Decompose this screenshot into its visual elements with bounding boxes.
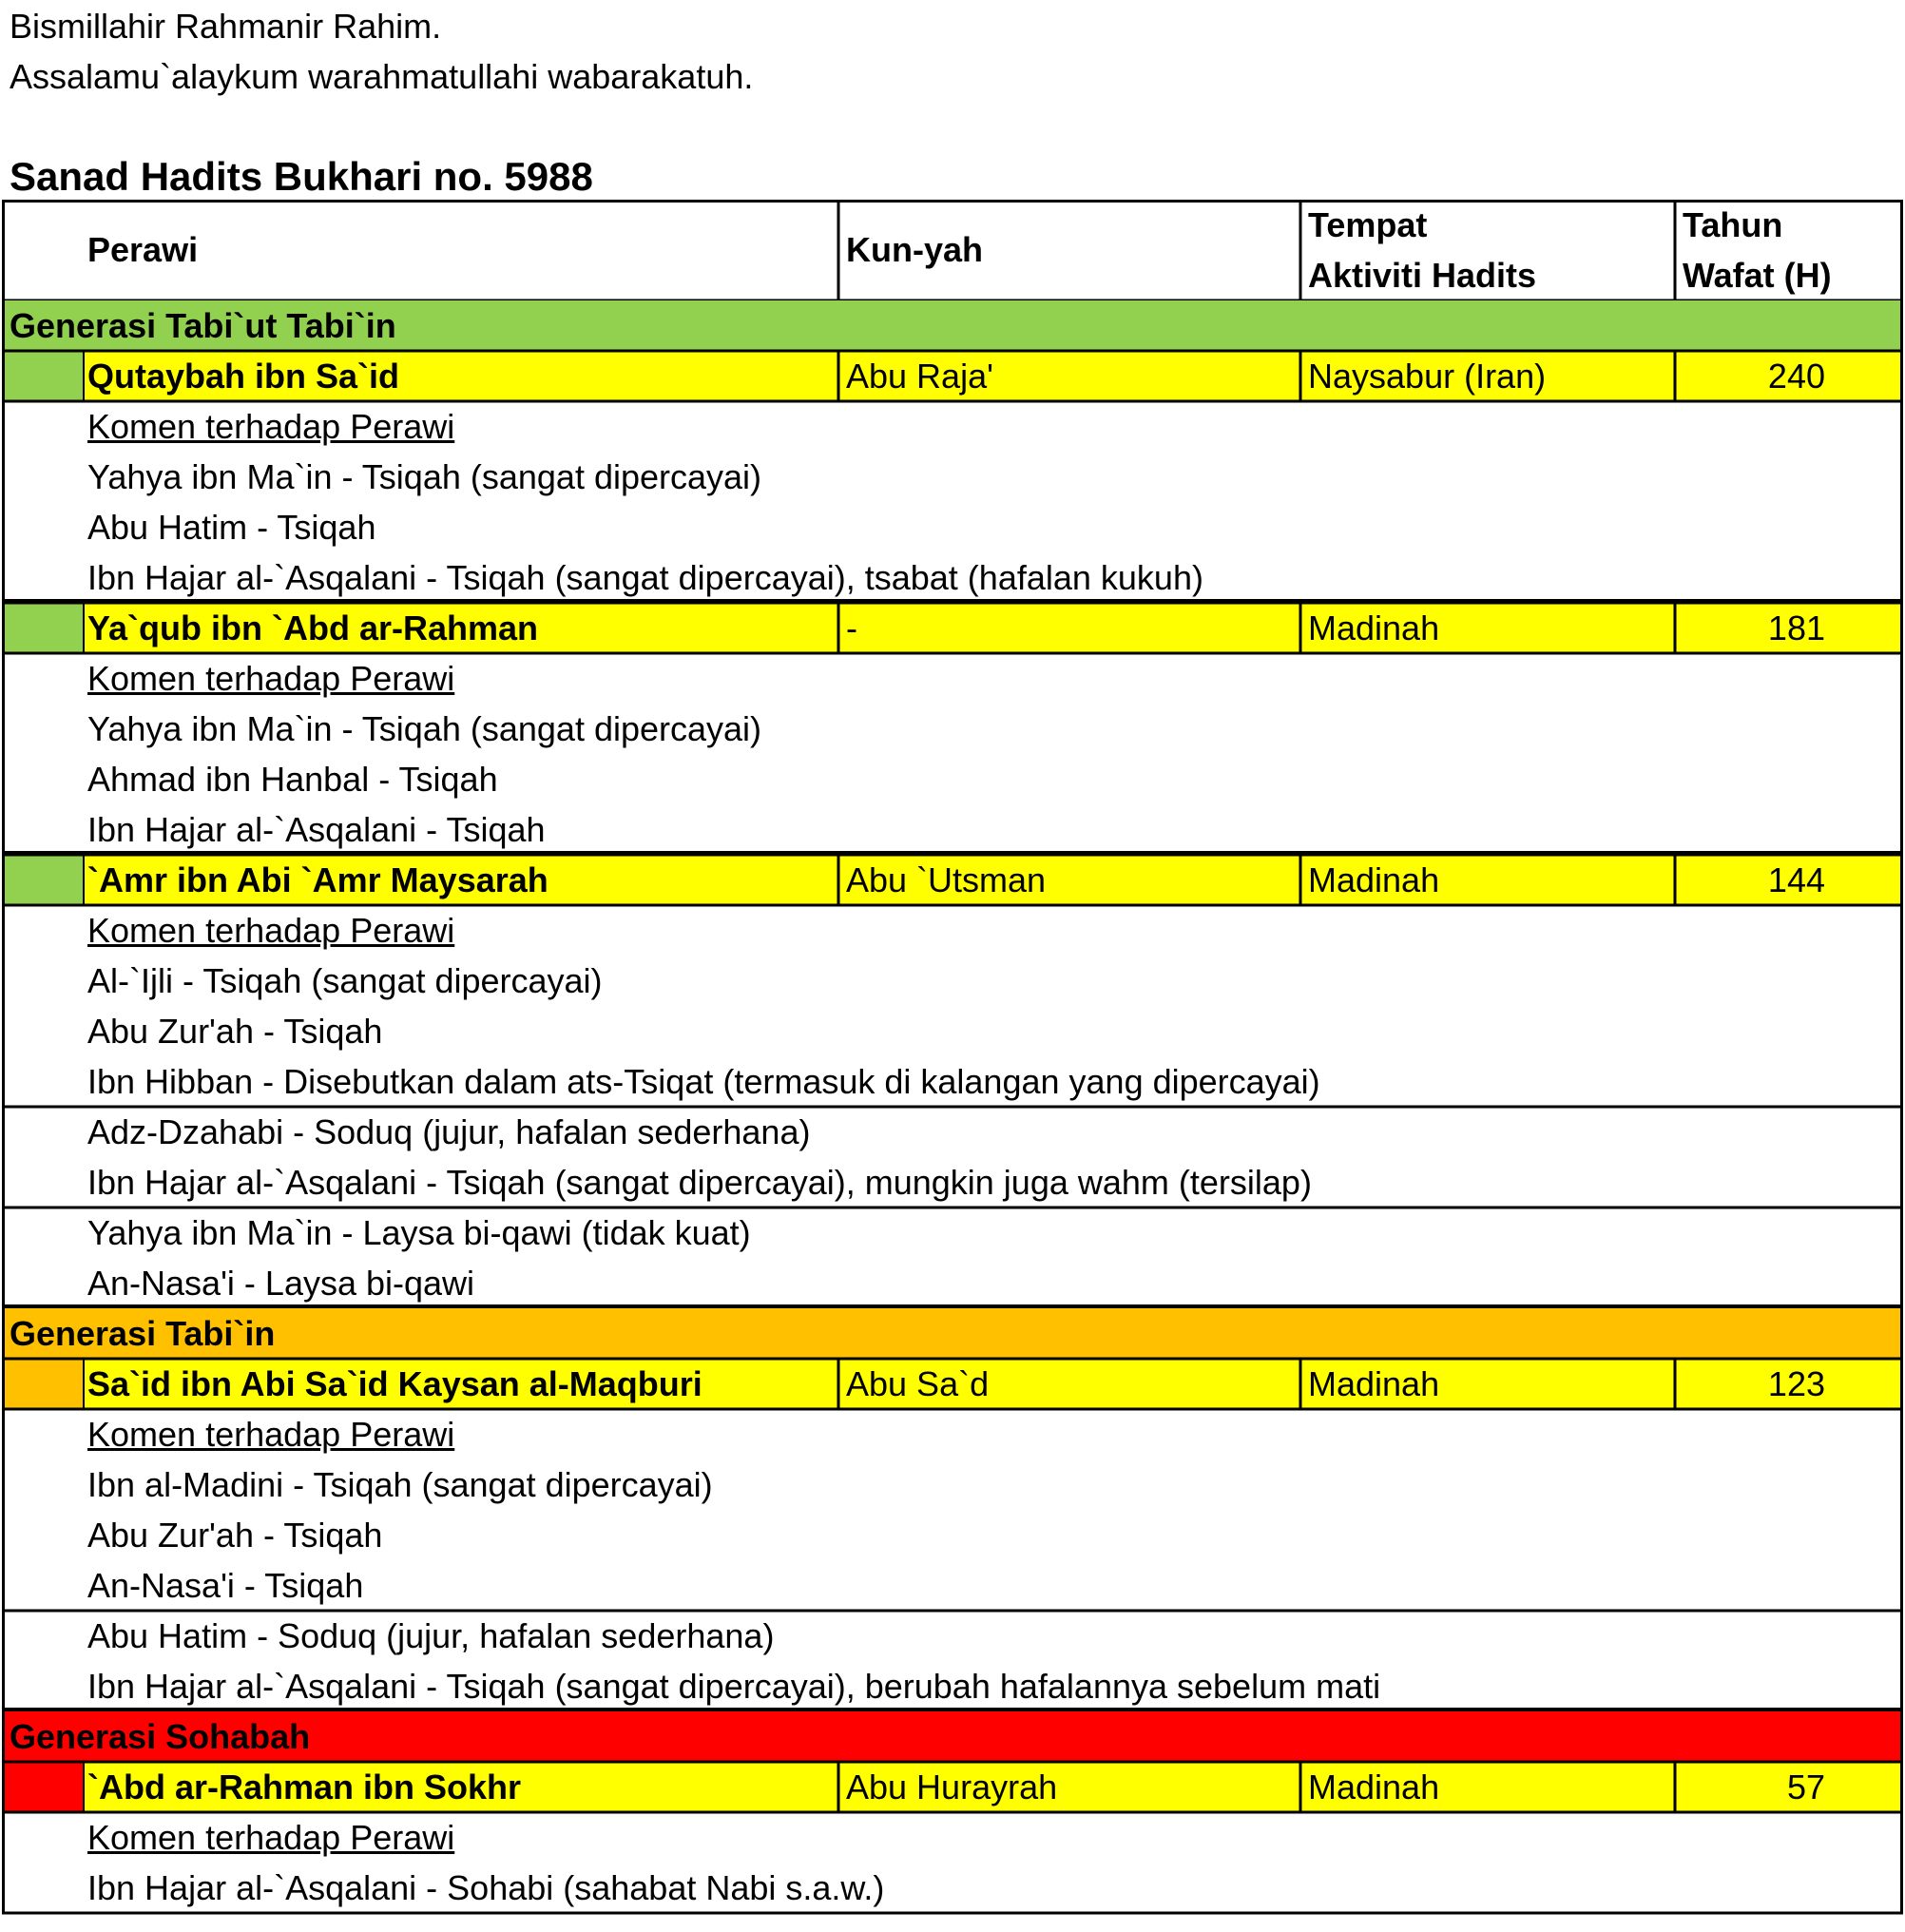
comment-line: Ibn Hibban - Disebutkan dalam ats-Tsiqat (termasuk di kalangan yang dipercayai) bbox=[87, 1062, 1320, 1101]
generation-label: Generasi Sohabah bbox=[10, 1717, 311, 1756]
generation-marker bbox=[2, 603, 84, 653]
narrator-name: Sa`id ibn Abi Sa`id Kaysan al-Maqburi bbox=[87, 1364, 702, 1403]
narrator-wafat: 240 bbox=[1767, 357, 1825, 396]
comment-line: An-Nasa'i - Tsiqah bbox=[87, 1566, 364, 1605]
comment-line: Ibn Hajar al-`Asqalani - Sohabi (sahabat Nabi s.a.w.) bbox=[87, 1868, 885, 1907]
comment-line: Abu Hatim - Soduq (jujur, hafalan sederhana) bbox=[87, 1616, 775, 1655]
comment-line: Ahmad ibn Hanbal - Tsiqah bbox=[87, 760, 498, 799]
comment-line: Abu Zur'ah - Tsiqah bbox=[87, 1516, 383, 1555]
narrator-kunyah: Abu Sa`d bbox=[846, 1364, 990, 1403]
generation-label: Generasi Tabi`ut Tabi`in bbox=[10, 306, 396, 345]
comments-heading: Komen terhadap Perawi bbox=[87, 1415, 455, 1454]
header-kunyah: Kun-yah bbox=[846, 230, 983, 269]
comment-line: Adz-Dzahabi - Soduq (jujur, hafalan sederhana) bbox=[87, 1112, 811, 1151]
narrator-wafat: 123 bbox=[1767, 1364, 1825, 1403]
comment-line: Ibn Hajar al-`Asqalani - Tsiqah (sangat dipercayai), mungkin juga wahm (tersilap) bbox=[87, 1163, 1312, 1202]
comments-heading: Komen terhadap Perawi bbox=[87, 911, 455, 950]
narrator-wafat: 144 bbox=[1767, 860, 1825, 899]
comment-line: Abu Hatim - Tsiqah bbox=[87, 508, 376, 547]
generation-marker bbox=[2, 351, 84, 401]
comments-heading: Komen terhadap Perawi bbox=[87, 407, 455, 446]
narrator-name: Ya`qub ibn `Abd ar-Rahman bbox=[87, 609, 539, 647]
page-title: Sanad Hadits Bukhari no. 5988 bbox=[10, 154, 593, 199]
narrator-tempat: Madinah bbox=[1308, 1364, 1440, 1403]
comment-line: Yahya ibn Ma`in - Tsiqah (sangat dipercayai) bbox=[87, 457, 762, 496]
generation-marker bbox=[2, 1359, 84, 1409]
comment-line: Ibn al-Madini - Tsiqah (sangat dipercayai) bbox=[87, 1465, 713, 1504]
header-tempat-line1: Tempat bbox=[1308, 205, 1428, 244]
comment-line: An-Nasa'i - Laysa bi-qawi bbox=[87, 1264, 475, 1303]
comment-line: Ibn Hajar al-`Asqalani - Tsiqah bbox=[87, 810, 546, 849]
comment-line: Al-`Ijli - Tsiqah (sangat dipercayai) bbox=[87, 961, 603, 1000]
narrator-tempat: Madinah bbox=[1308, 1768, 1440, 1806]
narrator-kunyah: Abu `Utsman bbox=[846, 860, 1047, 899]
generation-label: Generasi Tabi`in bbox=[10, 1314, 276, 1353]
narrator-tempat: Madinah bbox=[1308, 609, 1440, 647]
comments-heading: Komen terhadap Perawi bbox=[87, 659, 455, 698]
narrator-kunyah: Abu Raja' bbox=[846, 357, 993, 396]
comment-line: Yahya ibn Ma`in - Tsiqah (sangat dipercayai) bbox=[87, 709, 762, 748]
header-tahun-line2: Wafat (H) bbox=[1683, 256, 1832, 295]
generation-marker bbox=[2, 855, 84, 905]
sanad-table bbox=[2, 200, 1903, 1930]
narrator-kunyah: - bbox=[846, 609, 857, 647]
intro-line-1: Bismillahir Rahmanir Rahim. bbox=[10, 7, 442, 46]
narrator-wafat: 181 bbox=[1767, 609, 1825, 647]
narrator-name: `Abd ar-Rahman ibn Sokhr bbox=[87, 1768, 522, 1806]
header-perawi: Perawi bbox=[87, 230, 199, 269]
comment-line: Ibn Hajar al-`Asqalani - Tsiqah (sangat dipercayai), tsabat (hafalan kukuh) bbox=[87, 558, 1203, 597]
narrator-tempat: Madinah bbox=[1308, 860, 1440, 899]
header-tahun-line1: Tahun bbox=[1683, 205, 1783, 244]
narrator-kunyah: Abu Hurayrah bbox=[846, 1768, 1058, 1806]
generation-marker bbox=[2, 1762, 84, 1812]
comment-line: Ibn Hajar al-`Asqalani - Tsiqah (sangat dipercayai), berubah hafalannya sebelum mati bbox=[87, 1667, 1381, 1706]
narrator-name: Qutaybah ibn Sa`id bbox=[87, 357, 400, 396]
intro-line-2: Assalamu`alaykum warahmatullahi wabarakatuh. bbox=[10, 57, 754, 96]
narrator-tempat: Naysabur (Iran) bbox=[1308, 357, 1547, 396]
comment-line: Yahya ibn Ma`in - Laysa bi-qawi (tidak kuat) bbox=[87, 1213, 751, 1252]
comment-line: Abu Zur'ah - Tsiqah bbox=[87, 1012, 383, 1051]
header-tempat-line2: Aktiviti Hadits bbox=[1308, 256, 1537, 295]
narrator-name: `Amr ibn Abi `Amr Maysarah bbox=[87, 860, 548, 899]
comments-heading: Komen terhadap Perawi bbox=[87, 1818, 455, 1857]
narrator-wafat: 57 bbox=[1786, 1768, 1825, 1806]
